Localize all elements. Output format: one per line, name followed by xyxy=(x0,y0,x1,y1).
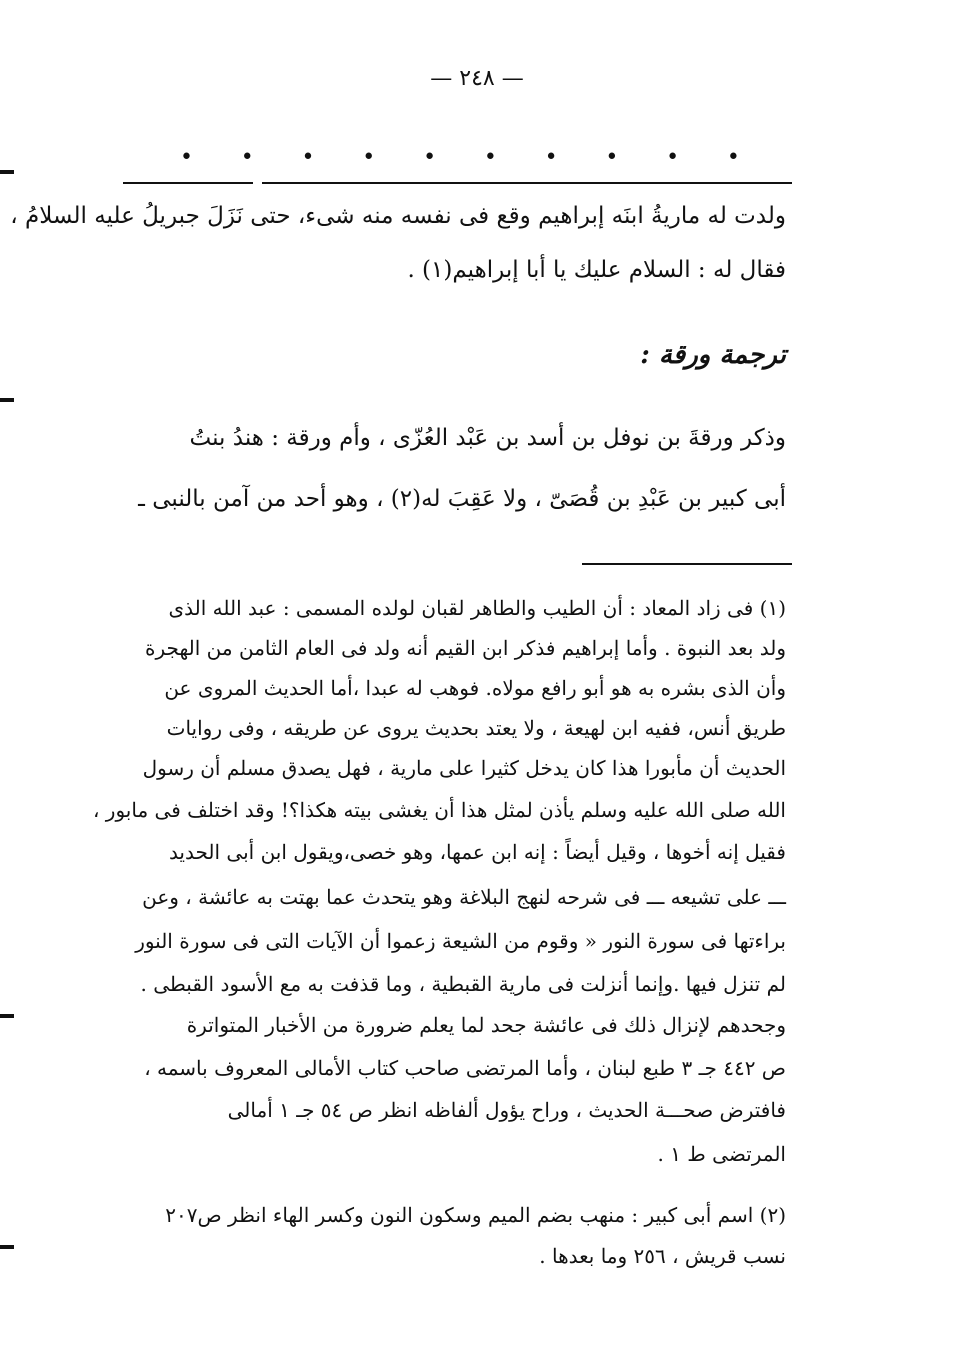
footnote-line: طريق أنس، ففيه ابن لهيعة ، ولا يعتد بحديث يروى عن طريقه ، وفى روايات xyxy=(166,716,786,740)
section-heading: ترجمة ورقة : xyxy=(640,340,786,370)
footnote-line: لم تنزل فيها .وإنما أنزلت فى مارية القبطية ، وما قذفت به مع الأسود القبطى . xyxy=(140,972,786,996)
footnote-line: (١) فى زاد المعاد : أن الطيب والطاهر لقبان لولده المسمى : عبد الله الذى xyxy=(168,596,786,620)
footnote-line: المرتضى ط ١ . xyxy=(657,1142,786,1166)
scan-edge-mark xyxy=(0,1245,14,1249)
header-rule-left xyxy=(123,182,253,184)
body-line: وذكر ورقةَ بن نوفل بن أسد بن عَبْد العُزّى ، وأم ورقة : هندُ بنتُ xyxy=(189,425,786,451)
body-line: ولدت له ماريةُ ابنَه إبراهيم وقع فى نفسه منه شىء، حتى نَزَلَ جبريلُ عليه السلامُ ، xyxy=(10,203,786,229)
footnote-line: وجحدهم لإنزال ذلك فى عائشة جحد لما يعلم ضرورة من الأخبار المتواترة xyxy=(186,1013,786,1037)
scan-edge-mark xyxy=(0,170,14,174)
footnote-line: ص ٤٤٢ جـ ٣ طبع لبنان ، وأما المرتضى صاحب كتاب الأمالى المعروف باسمه ، xyxy=(144,1056,786,1080)
separator-dots: • • • • • • • • • • xyxy=(180,145,740,170)
footnote-line: (٢) اسم أبى كبير : منهب بضم الميم وسكون النون وكسر الهاء انظر ص٢٠٧ xyxy=(165,1203,786,1227)
footnote-line: ـــ على تشيعه ـــ فى شرحه لنهج البلاغة وهو يتحدث عما بهتت به عائشة ، وعن xyxy=(142,885,786,909)
footnote-line: فقيل إنه أخوها ، وقيل أيضاً : إنه ابن عمها، وهو خصى،ويقول ابن أبى الحديد xyxy=(168,840,786,864)
footnote-line: فافترض صحـــة الحديث ، وراح يؤول ألفاظه انظر ص ٥٤ جـ ١ أمالى xyxy=(227,1098,786,1122)
body-line: أبى كبير بن عَبْدِ بن قُصَىّ ، ولا عَقِبَ له(٢) ، وهو أحد من آمن بالنبى ـ xyxy=(138,486,786,512)
footnote-line: نسب قريش ، ٢٥٦ وما بعدها . xyxy=(539,1244,786,1268)
body-line: فقال له : السلام عليك يا أبا إبراهيم(١) . xyxy=(407,257,786,283)
footnote-separator xyxy=(582,563,792,565)
page-number: — ٢٤٨ — xyxy=(430,66,524,91)
footnote-line: الحديث أن مأبورا هذا كان يدخل كثيرا على مارية ، فهل يصدق مسلم أن رسول xyxy=(142,756,786,780)
scan-edge-mark xyxy=(0,1014,14,1018)
footnote-line: الله صلى الله عليه وسلم يأذن لمثل هذا أن يغشى بيته هكذا؟! وقد اختلف فى مابور ، xyxy=(92,798,786,822)
scan-edge-mark xyxy=(0,398,14,402)
footnote-line: ولد بعد النبوة . وأما إبراهيم فذكر ابن القيم أنه ولد فى العام الثامن من الهجرة xyxy=(145,636,786,660)
footnote-line: وأن الذى بشره به هو أبو رافع مولاه. فوهب له عبدا ،أما الحديث المروى عن xyxy=(164,676,786,700)
header-rule-right xyxy=(262,182,792,184)
footnote-line: براءتها فى سورة النور « وقوم من الشيعة زعموا أن الآيات التى فى سورة النور xyxy=(135,929,786,953)
